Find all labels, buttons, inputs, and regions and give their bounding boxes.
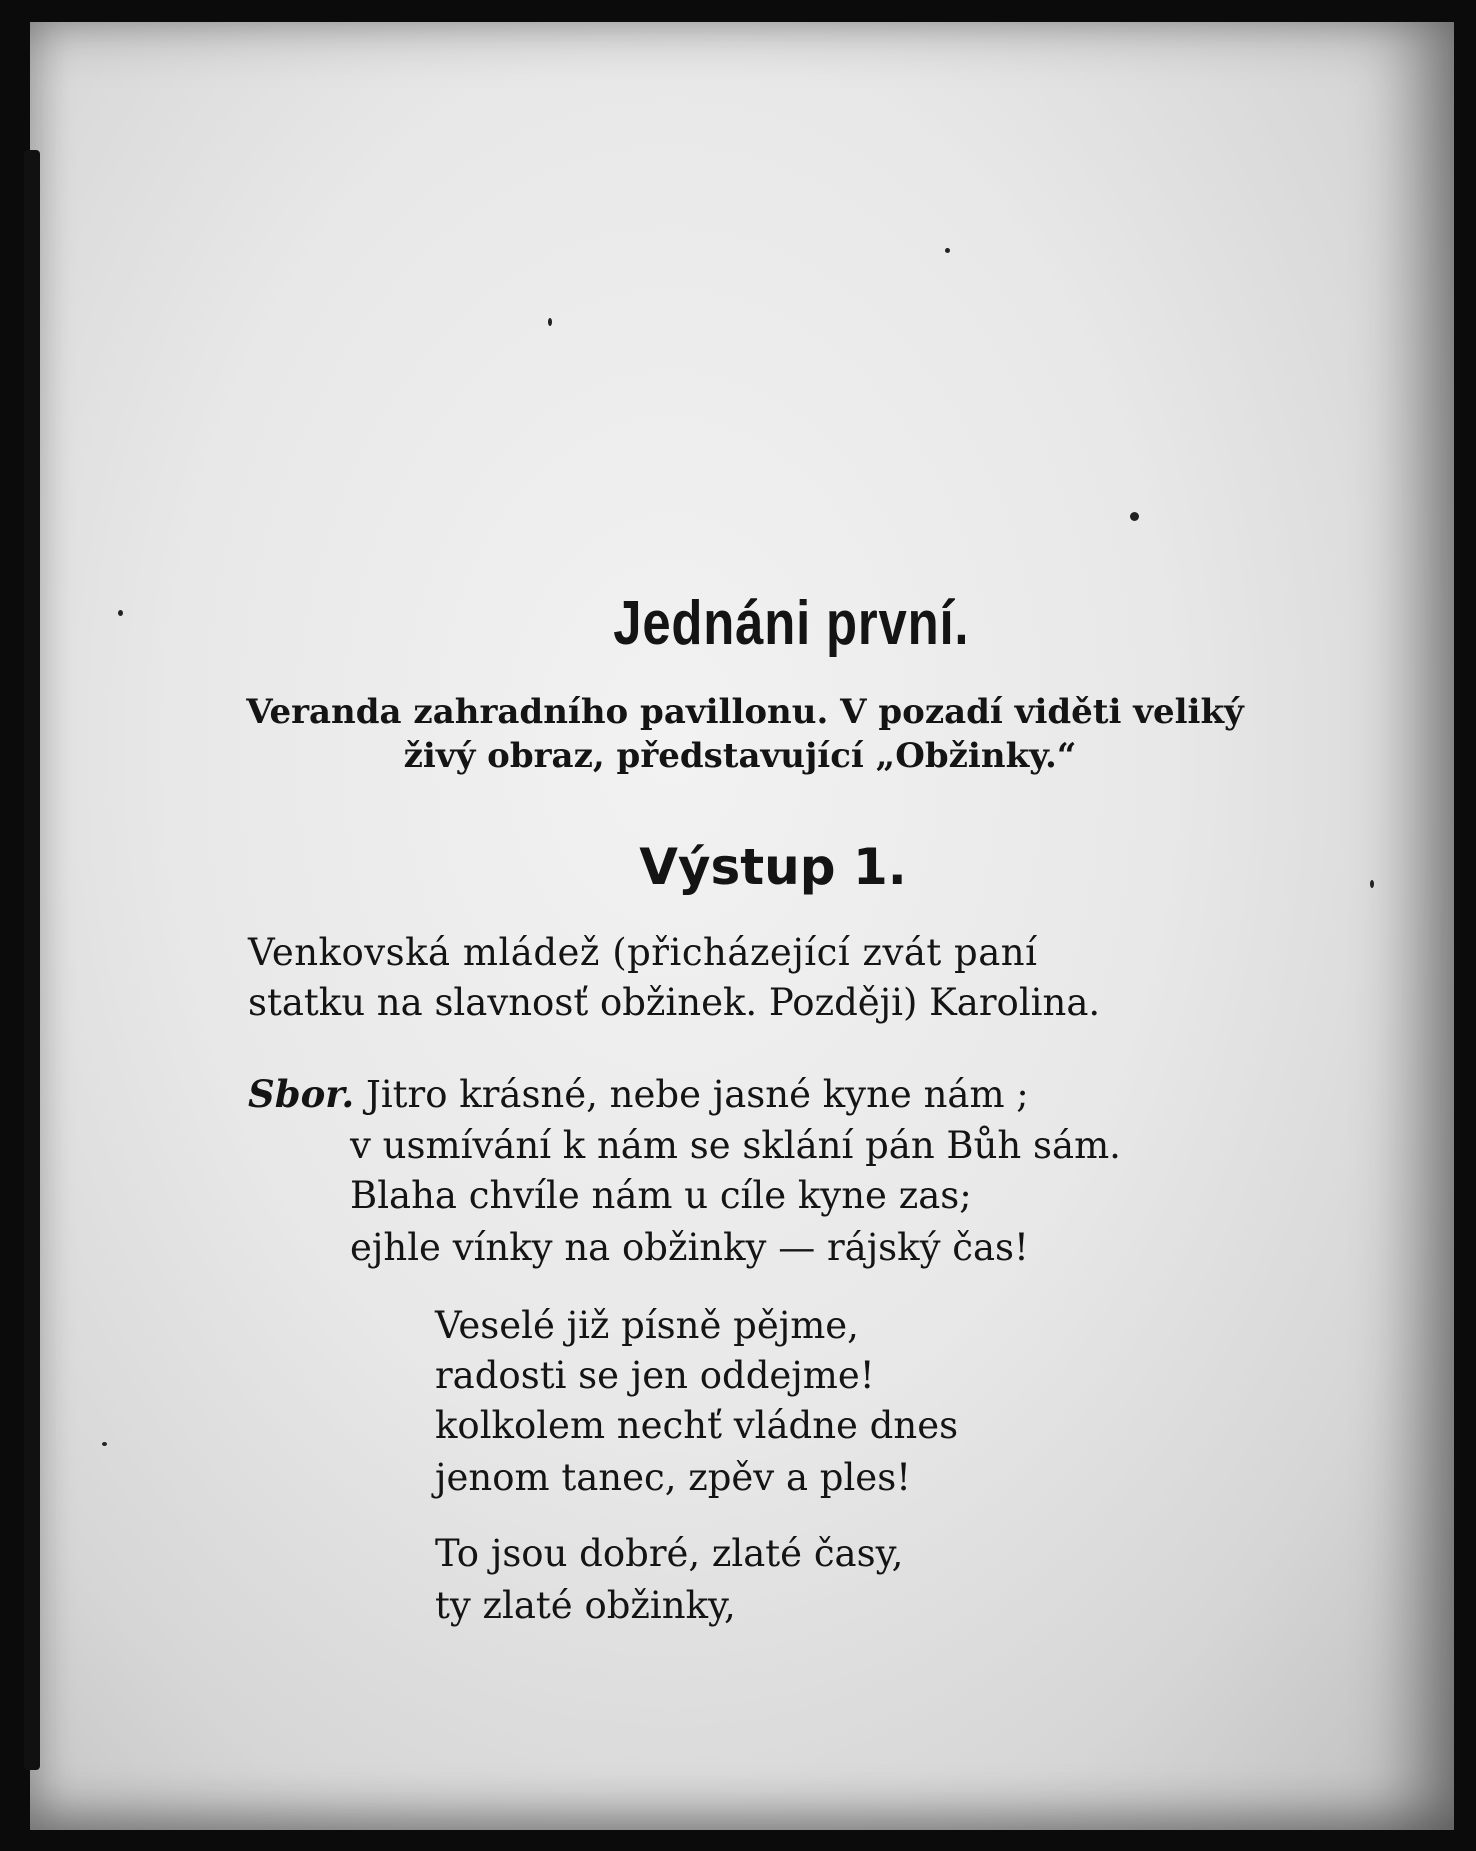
chorus-line-4: ejhle vínky na obžinky — rájský čas! <box>350 1226 1029 1269</box>
scene-title: Výstup 1. <box>639 838 907 896</box>
dust-speck <box>1130 512 1139 521</box>
song-line-1: Veselé již písně pějme, <box>435 1304 859 1347</box>
song-line-5: To jsou dobré, zlaté časy, <box>435 1532 904 1575</box>
song-line-3: kolkolem nechť vládne dnes <box>435 1404 959 1447</box>
cast-line-2: statku na slavnosť obžinek. Později) Karolina. <box>248 981 1101 1024</box>
chorus-line-1 <box>248 1068 1029 1121</box>
chorus-line-2: v usmívání k nám se sklání pán Bůh sám. <box>350 1124 1121 1167</box>
dust-speck <box>548 318 552 326</box>
song-line-6: ty zlaté obžinky, <box>435 1584 736 1627</box>
binding-edge <box>24 150 40 1770</box>
chorus-verse-text: Jitro krásné, nebe jasné kyne nám ; <box>366 1073 1029 1116</box>
chorus-label: Sbor. <box>248 1072 355 1116</box>
song-line-2: radosti se jen oddejme! <box>435 1354 875 1397</box>
song-line-4: jenom tanec, zpěv a ples! <box>435 1456 912 1499</box>
cast-line-1: Venkovská mládež (přicházející zvát paní <box>248 931 1038 974</box>
stage-direction-line-1: Veranda zahradního pavillonu. V pozadí viděti veliký <box>246 692 1244 732</box>
act-heading: Jednáni první. <box>613 589 970 658</box>
dust-speck <box>945 248 950 253</box>
chorus-line-3: Blaha chvíle nám u cíle kyne zas; <box>350 1174 972 1217</box>
dust-speck <box>118 610 123 616</box>
dust-speck <box>102 1442 107 1446</box>
stage-direction-line-2: živý obraz, představující „Obžinky.“ <box>403 736 1077 776</box>
